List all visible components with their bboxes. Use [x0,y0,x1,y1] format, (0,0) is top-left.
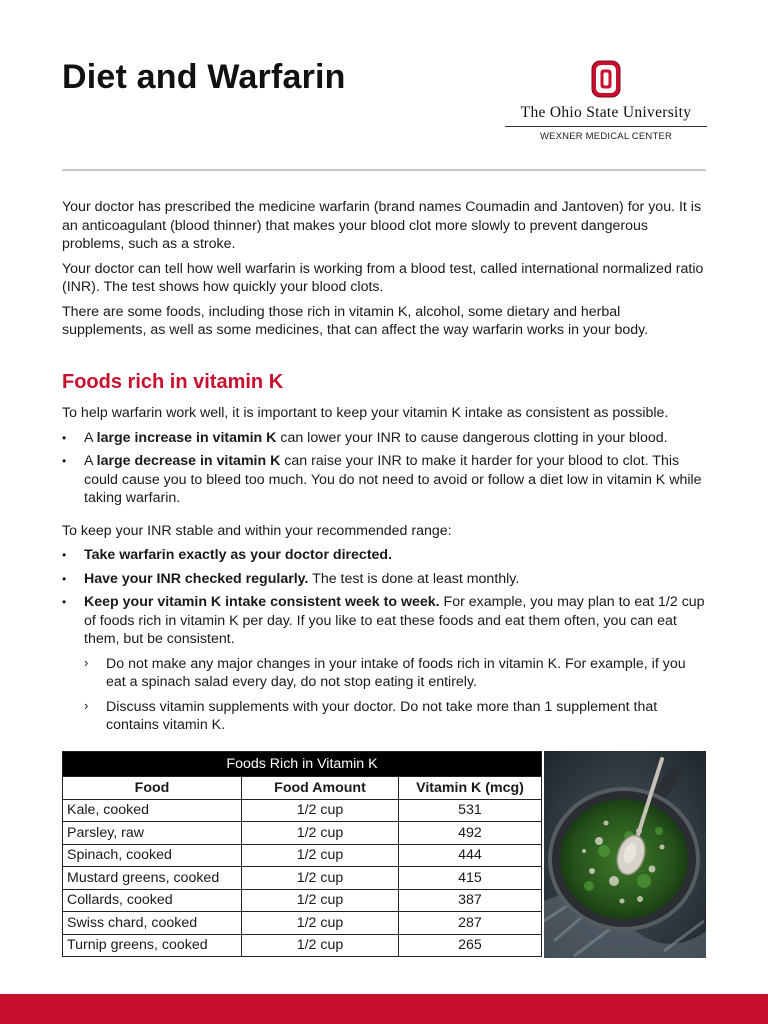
list-item: • A large decrease in vitamin K can raise your INR to make it harder for your blood to clot. This could cause you to bleed too much. You do not need to avoid or follow a diet low in vitamin K while taking warfarin. [62,452,706,508]
table-row: Collards, cooked 1/2 cup 387 [63,889,542,912]
intro-paragraph: Your doctor has prescribed the medicine warfarin (brand names Coumadin and Jantoven) for you. It is an anticoagulant (blood thinner) that makes your blood clot more slowly to prevent dangerous problems, such as a stroke. [62,199,702,252]
sub-list-item: › Discuss vitamin supplements with your doctor. Do not take more than 1 supplement that contains vitamin K. [84,698,706,735]
list-item: • Have your INR checked regularly. The test is done at least monthly. [62,570,706,589]
document-body [62,198,706,743]
column-header: Vitamin K (mcg) [399,777,542,800]
university-name: The Ohio State University [505,104,707,127]
stable-lead: To keep your INR stable and within your recommended range: [62,522,452,539]
list-item: • Keep your vitamin K intake consistent week to week. For example, you may plan to eat 1/2 cup of foods rich in vitamin K per day. If you like to eat these foods and eat them often, you can eat them, but be consistent. › Do not make any major changes in your intake of foods rich in vitamin K. For example, if you eat a spinach salad every day, do not stop eating it entirely. › Discuss vitamin supplements with your doctor. Do not take more than 1 supplement that contains vitamin K. [62,593,706,735]
table-row: Turnip greens, cooked 1/2 cup 265 [63,934,542,957]
table-row: Spinach, cooked 1/2 cup 444 [63,844,542,867]
footer-bar [0,994,768,1024]
effects-list [62,429,706,508]
table-caption: Foods Rich in Vitamin K [63,752,542,777]
section-heading: Foods rich in vitamin K [62,370,284,393]
medical-center-name: WEXNER MEDICAL CENTER [539,131,673,142]
sub-list-item: › Do not make any major changes in your intake of foods rich in vitamin K. For example, if you eat a spinach salad every day, do not stop eating it entirely. [84,655,706,692]
list-item: • Take warfarin exactly as your doctor directed. [62,546,706,565]
table-row: Swiss chard, cooked 1/2 cup 287 [63,912,542,935]
table-row: Kale, cooked 1/2 cup 531 [63,799,542,822]
page-title: Diet and Warfarin [62,58,346,96]
spinach-pan-image-icon [544,751,706,958]
university-logo [505,60,707,142]
list-item: • A large increase in vitamin K can lower your INR to cause dangerous clotting in your blood. [62,429,706,448]
column-header: Food Amount [242,777,399,800]
header-divider [62,169,706,171]
intro-paragraph: There are some foods, including those rich in vitamin K, alcohol, some dietary and herbal supplements, as well as some medicines, that can affect the way warfarin works in your body. [62,303,649,338]
column-header: Food [63,777,242,800]
tips-list [62,546,706,735]
block-o-logo-icon [591,60,621,98]
table-row: Parsley, raw 1/2 cup 492 [63,822,542,845]
vitamin-k-table [62,751,542,957]
spinach-pan-photo [544,751,706,958]
intro-paragraph: Your doctor can tell how well warfarin is working from a blood test, called international normalized ratio (INR). The test shows how quickly your blood clots. [62,260,704,295]
sub-tips-list [84,655,706,735]
table-row: Mustard greens, cooked 1/2 cup 415 [63,867,542,890]
section-lead: To help warfarin work well, it is important to keep your vitamin K intake as consistent as possible. [62,405,669,421]
